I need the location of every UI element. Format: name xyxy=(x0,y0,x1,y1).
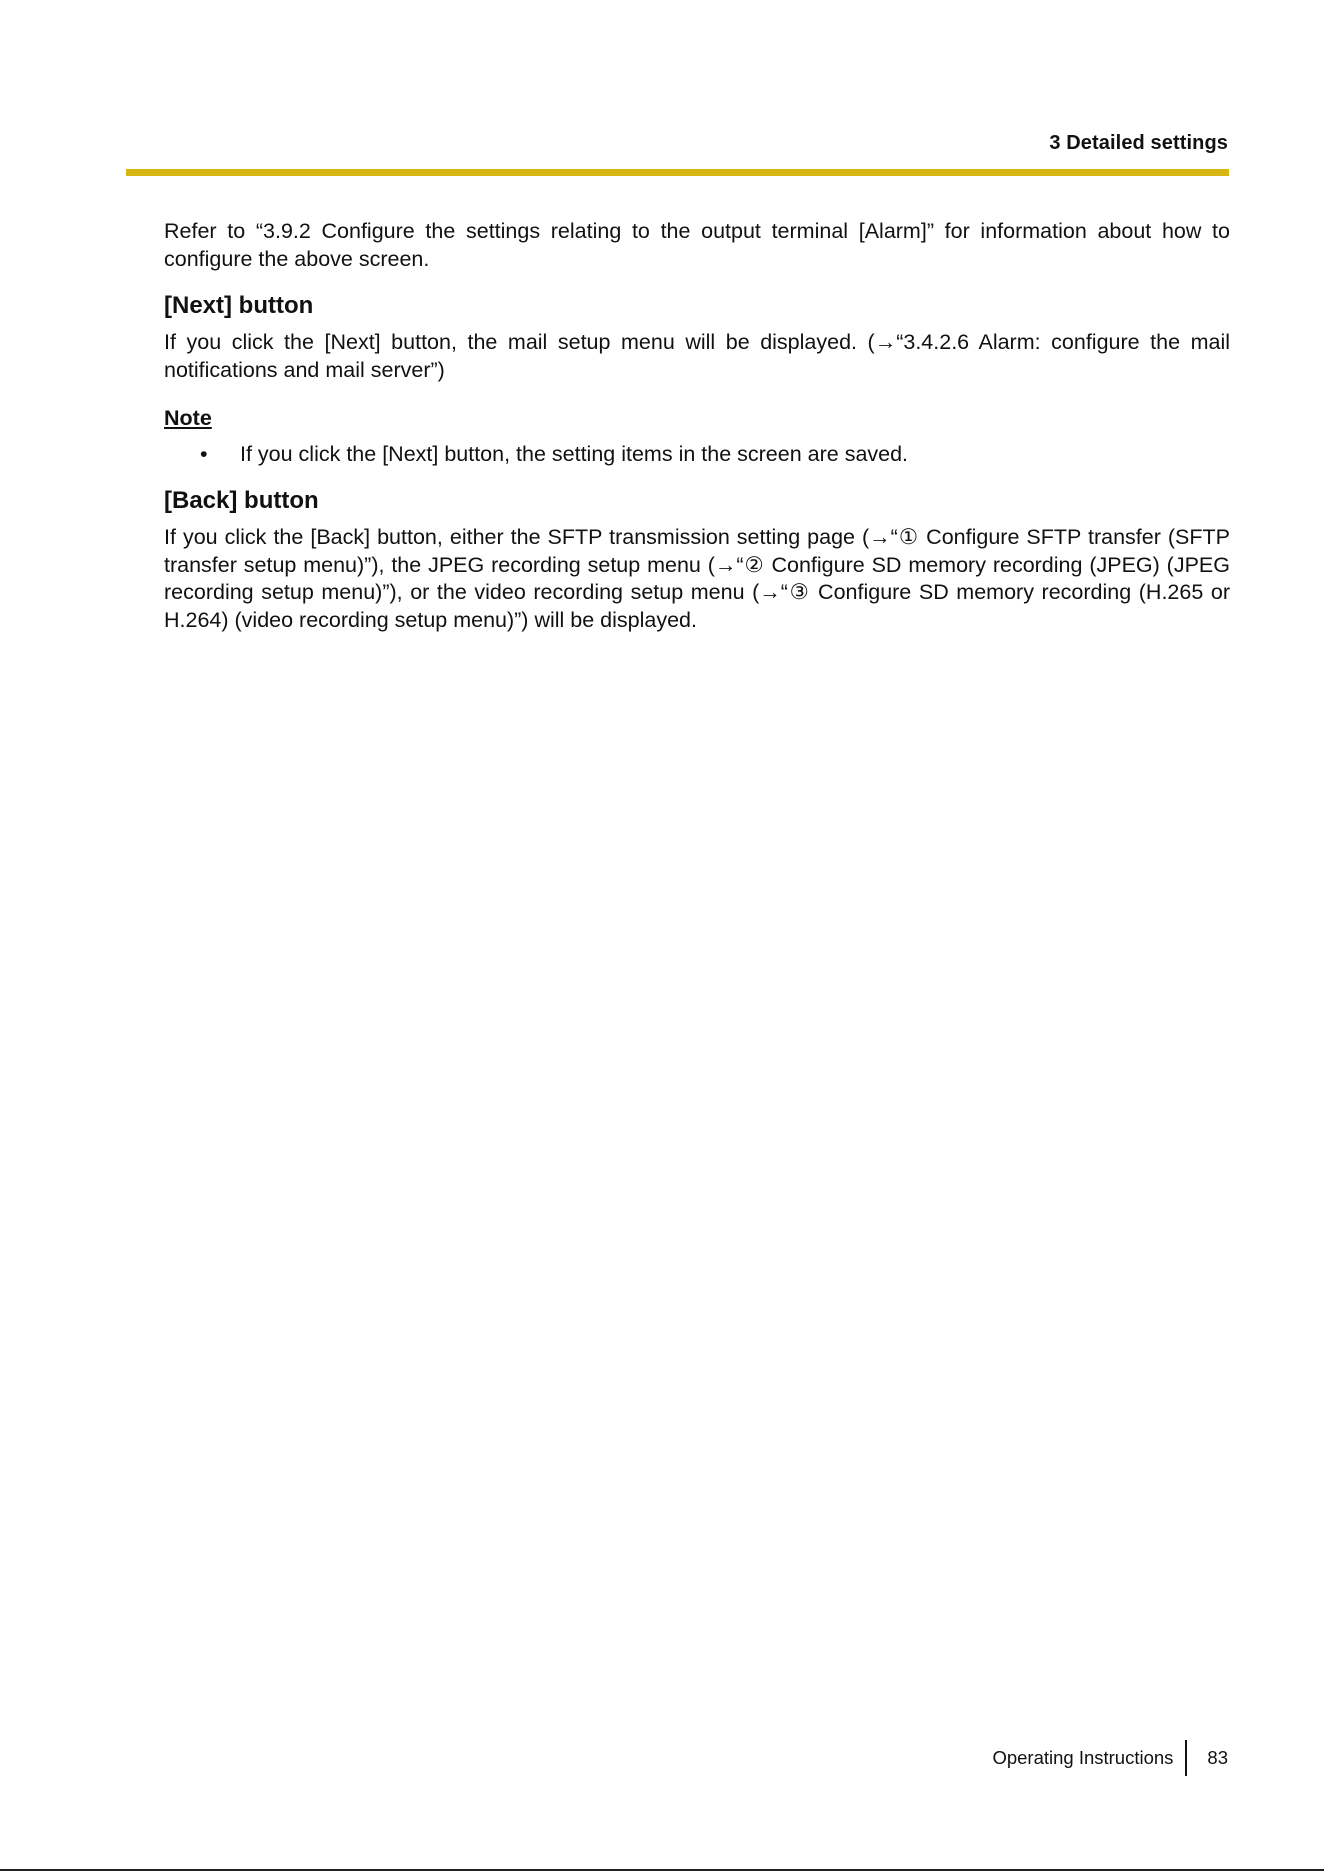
back-button-description: If you click the [Back] button, either the SFTP transmission setting page (→“① Configure SFTP transfer (SFTP transfer setup menu)”), the JPEG recording setup menu (→“② Configure SD memory recording (JPEG) (JPEG recording setup menu)”), or the video recording setup menu (→“③ Configure SD memory recording (H.265 or H.264) (video recording setup menu)”) will be displayed. xyxy=(164,525,1230,632)
next-button-heading: [Next] button xyxy=(164,292,314,319)
bottom-edge-rule xyxy=(0,1869,1324,1871)
back-button-heading: [Back] button xyxy=(164,487,319,514)
note-title: Note xyxy=(164,406,212,430)
footer-document-title: Operating Instructions xyxy=(992,1747,1174,1768)
note-list xyxy=(164,440,1230,468)
header-rule xyxy=(126,169,1229,176)
bullet-icon: • xyxy=(200,442,208,466)
running-header-section-title: 3 Detailed settings xyxy=(1049,132,1228,154)
footer-separator xyxy=(1185,1740,1187,1776)
next-button-description: If you click the [Next] button, the mail setup menu will be displayed. (→“3.4.2.6 Alarm: configure the mail notifications and mail server”) xyxy=(164,330,1230,382)
note-bullet-item xyxy=(164,440,1230,468)
page-footer xyxy=(992,1738,1228,1778)
note-bullet-text: If you click the [Next] button, the setting items in the screen are saved. xyxy=(240,442,909,466)
intro-paragraph: Refer to “3.9.2 Configure the settings relating to the output terminal [Alarm]” for information about how to configure the above screen. xyxy=(164,219,1230,271)
page-content xyxy=(164,218,1230,634)
page-number: 83 xyxy=(1207,1747,1228,1768)
